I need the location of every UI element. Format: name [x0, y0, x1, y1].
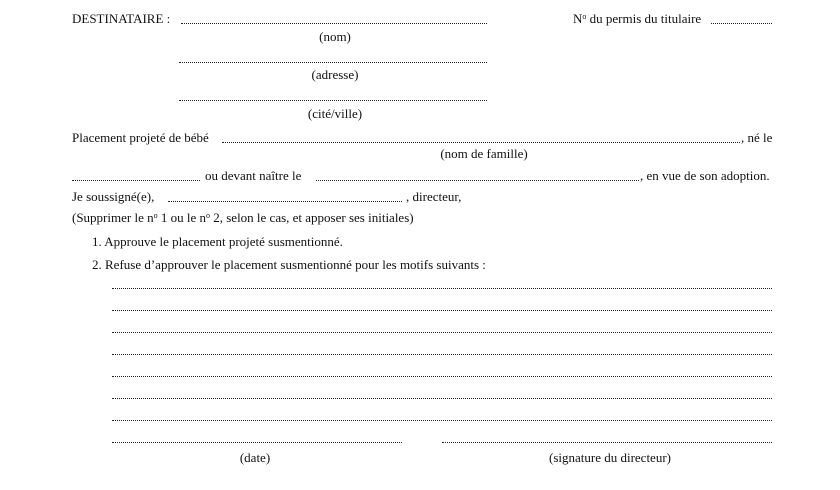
reason-line[interactable] [112, 420, 772, 421]
reason-line[interactable] [112, 376, 772, 377]
recipient-label: DESTINATAIRE : [72, 11, 171, 26]
reason-line[interactable] [112, 354, 772, 355]
date-line[interactable] [112, 442, 402, 443]
director-signature-caption: (signature du directeur) [548, 450, 671, 465]
signatory-name-line[interactable] [168, 201, 402, 202]
signatory-label: Je soussigné(e), [72, 189, 155, 204]
due-to-be-born-label: ou devant naître le [205, 168, 302, 183]
due-date-line[interactable] [316, 180, 639, 181]
name-caption: (nom) [319, 29, 351, 44]
address-line[interactable] [179, 62, 487, 63]
date-caption: (date) [239, 450, 271, 465]
birth-date-line[interactable] [72, 180, 200, 181]
director-label: , directeur, [406, 189, 462, 204]
city-line[interactable] [179, 100, 487, 101]
born-on-label: , né le [741, 130, 773, 145]
reason-line[interactable] [112, 310, 772, 311]
instruction-text: (Supprimer le $n^o$ 1 ou le $n^o$ 2, selon le cas, et apposer ses initiales) [72, 210, 414, 225]
director-signature-line[interactable] [442, 442, 772, 443]
city-caption: (cité/ville) [307, 106, 363, 121]
option-approve: 1. Approuve le placement projeté susmentionné. [92, 234, 343, 249]
reason-line[interactable] [112, 288, 772, 289]
reason-line[interactable] [112, 332, 772, 333]
family-name-caption: (nom de famille) [440, 146, 528, 161]
option-refuse: 2. Refuse d’approuver le placement susmentionné pour les motifs suivants : [92, 257, 486, 272]
address-caption: (adresse) [311, 67, 359, 82]
permit-number-label: $N^o$ du permis du titulaire [573, 11, 702, 26]
reason-line[interactable] [112, 398, 772, 399]
permit-number-line[interactable] [711, 23, 772, 24]
placement-label: Placement projeté de bébé [72, 130, 209, 145]
adoption-label: , en vue de son adoption. [640, 168, 770, 183]
recipient-name-line[interactable] [181, 23, 487, 24]
family-name-line[interactable] [222, 142, 740, 143]
